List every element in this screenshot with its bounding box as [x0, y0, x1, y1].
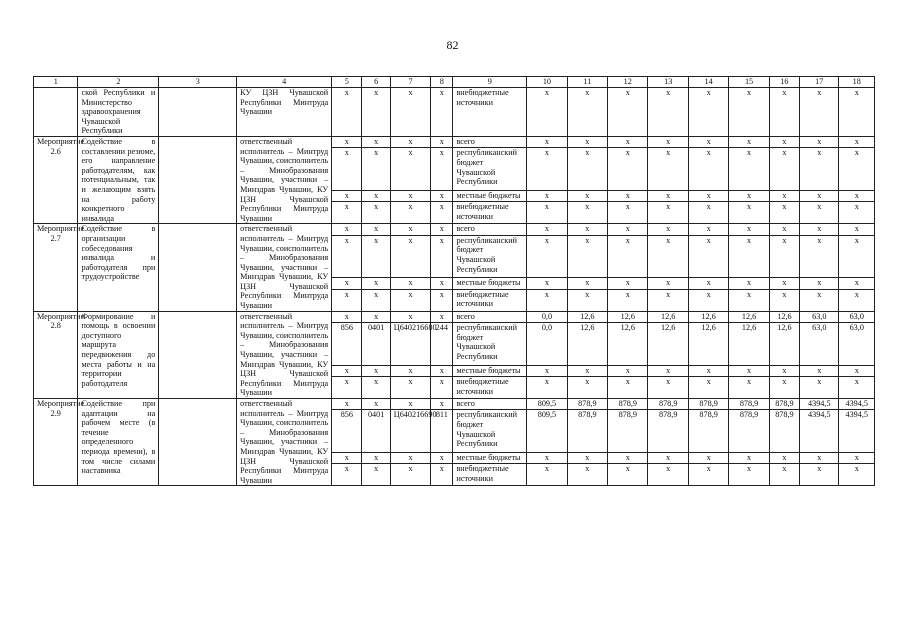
- funding-value: x: [527, 148, 567, 191]
- section-code: x: [362, 148, 390, 191]
- funding-value: 878,9: [729, 410, 769, 453]
- funding-value: x: [729, 148, 769, 191]
- funding-value: x: [729, 88, 769, 137]
- grbs-code: x: [332, 377, 362, 399]
- executor-cell: ответственный исполнитель – Минтруд Чувашии, соисполнитель – Минобразования Чувашии, участники – Минздрав Чувашии, КУ ЦЗН Чувашской Республики Минтруда Чувашии: [237, 399, 332, 486]
- funding-value: x: [527, 136, 567, 147]
- funding-value: 63,0: [839, 323, 875, 366]
- target-article-code: Ц640216690: [390, 410, 430, 453]
- funding-value: x: [648, 464, 688, 486]
- target-article-code: x: [390, 289, 430, 311]
- funding-value: x: [567, 235, 607, 278]
- funding-value: x: [688, 202, 728, 224]
- section-code: x: [362, 202, 390, 224]
- funding-value: x: [839, 377, 875, 399]
- column-number: 18: [839, 77, 875, 88]
- funding-value: x: [608, 191, 648, 202]
- funding-value: x: [800, 191, 839, 202]
- funding-value: x: [800, 377, 839, 399]
- grbs-code: 856: [332, 323, 362, 366]
- funding-value: x: [800, 464, 839, 486]
- executor-cell: КУ ЦЗН Чувашской Республики Минтруда Чувашии: [237, 88, 332, 137]
- measure-code: Мероприятие 2.6: [34, 136, 78, 223]
- funding-value: x: [769, 235, 799, 278]
- funding-value: x: [608, 202, 648, 224]
- funding-value: x: [527, 289, 567, 311]
- funding-value: x: [800, 235, 839, 278]
- measure-code: Мероприятие 2.7: [34, 224, 78, 311]
- section-code: 0401: [362, 323, 390, 366]
- funding-value: x: [527, 365, 567, 376]
- funding-value: x: [688, 136, 728, 147]
- funding-value: 878,9: [769, 399, 799, 410]
- target-article-code: x: [390, 365, 430, 376]
- funding-value: x: [608, 464, 648, 486]
- section-code: x: [362, 88, 390, 137]
- funding-value: x: [648, 136, 688, 147]
- expense-type-code: x: [431, 88, 453, 137]
- funding-value: 12,6: [769, 311, 799, 322]
- funding-value: x: [608, 453, 648, 464]
- funding-value: x: [800, 365, 839, 376]
- funding-value: x: [729, 278, 769, 289]
- funding-value: 12,6: [769, 323, 799, 366]
- grbs-code: x: [332, 289, 362, 311]
- funding-value: x: [648, 191, 688, 202]
- expense-type-code: 244: [431, 323, 453, 366]
- measure-code: Мероприятие 2.8: [34, 311, 78, 398]
- funding-value: x: [527, 377, 567, 399]
- funding-value: x: [800, 278, 839, 289]
- section-code: x: [362, 191, 390, 202]
- target-article-code: x: [390, 311, 430, 322]
- funding-value: x: [527, 278, 567, 289]
- section-code: x: [362, 399, 390, 410]
- funding-value: 878,9: [648, 399, 688, 410]
- target-article-code: Ц640216680: [390, 323, 430, 366]
- funding-value: 878,9: [567, 410, 607, 453]
- funding-value: x: [769, 224, 799, 235]
- funding-value: x: [769, 464, 799, 486]
- funding-source: всего: [453, 311, 527, 322]
- funding-value: x: [527, 453, 567, 464]
- executor-cell: ответственный исполнитель – Минтруд Чувашии, соисполнитель – Минобразования Чувашии, участники – Минздрав Чувашии, КУ ЦЗН Чувашской Республики Минтруда Чувашии: [237, 136, 332, 223]
- measure-description: ской Республики и Министерство здравоохранения Чувашской Республики: [78, 88, 159, 137]
- funding-value: x: [608, 88, 648, 137]
- funding-value: x: [729, 365, 769, 376]
- funding-value: 0,0: [527, 323, 567, 366]
- funding-value: x: [769, 453, 799, 464]
- funding-value: x: [839, 224, 875, 235]
- grbs-code: x: [332, 202, 362, 224]
- funding-source: республиканский бюджет Чувашской Республики: [453, 323, 527, 366]
- funding-value: x: [688, 224, 728, 235]
- target-article-code: x: [390, 235, 430, 278]
- funding-value: 12,6: [688, 323, 728, 366]
- funding-value: x: [567, 365, 607, 376]
- column-number: 4: [237, 77, 332, 88]
- column-number: 12: [608, 77, 648, 88]
- measure-code: Мероприятие 2.9: [34, 399, 78, 486]
- funding-value: 63,0: [800, 311, 839, 322]
- funding-value: x: [839, 202, 875, 224]
- section-code: x: [362, 289, 390, 311]
- funding-value: x: [567, 148, 607, 191]
- funding-source: внебюджетные источники: [453, 377, 527, 399]
- target-article-code: x: [390, 464, 430, 486]
- funding-value: x: [729, 224, 769, 235]
- funding-source: внебюджетные источники: [453, 464, 527, 486]
- measure-description: Формирование и помощь в освоении доступного маршрута передвижения до места работы и на территории работодателя: [78, 311, 159, 398]
- measure-description: Содействие при адаптации на рабочем месте (в течение определенного периода времени), в том числе силами наставника: [78, 399, 159, 486]
- funding-value: x: [608, 289, 648, 311]
- target-article-code: x: [390, 136, 430, 147]
- column-number: 14: [688, 77, 728, 88]
- table-row: [34, 224, 875, 235]
- target-article-code: x: [390, 88, 430, 137]
- funding-value: 878,9: [729, 399, 769, 410]
- grbs-code: x: [332, 464, 362, 486]
- funding-value: x: [527, 224, 567, 235]
- funding-value: 878,9: [608, 399, 648, 410]
- funding-value: x: [839, 235, 875, 278]
- table-row: [34, 88, 875, 137]
- goal-cell: [159, 88, 237, 137]
- funding-value: 809,5: [527, 410, 567, 453]
- funding-value: 12,6: [567, 311, 607, 322]
- funding-value: x: [729, 377, 769, 399]
- funding-value: x: [839, 136, 875, 147]
- funding-value: x: [688, 88, 728, 137]
- funding-source: республиканский бюджет Чувашской Республики: [453, 410, 527, 453]
- funding-value: x: [527, 88, 567, 137]
- funding-value: 878,9: [769, 410, 799, 453]
- funding-value: x: [729, 289, 769, 311]
- column-number: 15: [729, 77, 769, 88]
- column-number: 5: [332, 77, 362, 88]
- funding-value: x: [648, 148, 688, 191]
- target-article-code: x: [390, 278, 430, 289]
- funding-value: x: [648, 377, 688, 399]
- table-row: [34, 136, 875, 147]
- funding-value: x: [839, 464, 875, 486]
- funding-value: x: [608, 365, 648, 376]
- funding-value: x: [567, 453, 607, 464]
- funding-source: внебюджетные источники: [453, 289, 527, 311]
- funding-value: x: [769, 148, 799, 191]
- grbs-code: x: [332, 191, 362, 202]
- section-code: x: [362, 311, 390, 322]
- section-code: x: [362, 278, 390, 289]
- funding-value: x: [688, 453, 728, 464]
- goal-cell: [159, 136, 237, 223]
- expense-type-code: x: [431, 224, 453, 235]
- funding-value: x: [800, 202, 839, 224]
- column-number-row: [34, 77, 875, 88]
- funding-value: x: [800, 88, 839, 137]
- target-article-code: x: [390, 399, 430, 410]
- funding-value: x: [688, 235, 728, 278]
- measure-code: [34, 88, 78, 137]
- section-code: x: [362, 464, 390, 486]
- expense-type-code: x: [431, 289, 453, 311]
- expense-type-code: x: [431, 399, 453, 410]
- expense-type-code: x: [431, 191, 453, 202]
- funding-value: 12,6: [648, 323, 688, 366]
- funding-value: x: [567, 464, 607, 486]
- funding-value: 0,0: [527, 311, 567, 322]
- funding-value: 4394,5: [839, 410, 875, 453]
- measure-description: Содействие в составлении резюме, его направление работодателям, как потенциальным, так и желающим взять на работу конкретного инвалида: [78, 136, 159, 223]
- funding-value: x: [688, 377, 728, 399]
- funding-value: x: [839, 88, 875, 137]
- funding-value: x: [567, 136, 607, 147]
- funding-source: местные бюджеты: [453, 365, 527, 376]
- funding-value: x: [769, 278, 799, 289]
- expense-type-code: 811: [431, 410, 453, 453]
- funding-value: 4394,5: [839, 399, 875, 410]
- funding-value: x: [527, 464, 567, 486]
- grbs-code: 856: [332, 410, 362, 453]
- funding-value: x: [648, 278, 688, 289]
- goal-cell: [159, 311, 237, 398]
- grbs-code: x: [332, 136, 362, 147]
- funding-value: x: [729, 464, 769, 486]
- section-code: x: [362, 235, 390, 278]
- funding-value: x: [688, 365, 728, 376]
- target-article-code: x: [390, 191, 430, 202]
- funding-value: 12,6: [729, 323, 769, 366]
- funding-value: 878,9: [608, 410, 648, 453]
- funding-value: 12,6: [608, 311, 648, 322]
- funding-value: x: [608, 136, 648, 147]
- funding-value: x: [688, 278, 728, 289]
- funding-value: x: [688, 191, 728, 202]
- page-number: 82: [446, 38, 459, 52]
- expense-type-code: x: [431, 202, 453, 224]
- funding-value: x: [608, 235, 648, 278]
- funding-source: внебюджетные источники: [453, 202, 527, 224]
- funding-value: x: [769, 202, 799, 224]
- target-article-code: x: [390, 148, 430, 191]
- funding-value: x: [800, 136, 839, 147]
- funding-value: 878,9: [567, 399, 607, 410]
- column-number: 8: [431, 77, 453, 88]
- funding-value: x: [608, 278, 648, 289]
- funding-value: x: [729, 191, 769, 202]
- funding-source: республиканский бюджет Чувашской Республики: [453, 148, 527, 191]
- funding-value: x: [648, 289, 688, 311]
- measure-description: Содействие в организации собеседования инвалида и работодателя при трудоустройстве: [78, 224, 159, 311]
- funding-value: x: [769, 377, 799, 399]
- funding-value: x: [729, 202, 769, 224]
- expense-type-code: x: [431, 148, 453, 191]
- grbs-code: x: [332, 235, 362, 278]
- funding-value: x: [729, 136, 769, 147]
- column-number: 3: [159, 77, 237, 88]
- funding-value: x: [839, 365, 875, 376]
- funding-value: x: [800, 224, 839, 235]
- section-code: x: [362, 453, 390, 464]
- funding-value: x: [648, 224, 688, 235]
- funding-value: x: [688, 289, 728, 311]
- expense-type-code: x: [431, 136, 453, 147]
- funding-value: x: [839, 453, 875, 464]
- funding-value: x: [567, 88, 607, 137]
- funding-value: 878,9: [648, 410, 688, 453]
- funding-value: x: [527, 191, 567, 202]
- expense-type-code: x: [431, 453, 453, 464]
- section-code: x: [362, 224, 390, 235]
- column-number: 2: [78, 77, 159, 88]
- funding-value: x: [729, 453, 769, 464]
- grbs-code: x: [332, 365, 362, 376]
- funding-value: x: [648, 235, 688, 278]
- funding-value: 12,6: [608, 323, 648, 366]
- funding-value: x: [608, 224, 648, 235]
- grbs-code: x: [332, 278, 362, 289]
- funding-value: x: [769, 191, 799, 202]
- grbs-code: x: [332, 453, 362, 464]
- column-number: 7: [390, 77, 430, 88]
- funding-value: 12,6: [688, 311, 728, 322]
- funding-value: x: [567, 289, 607, 311]
- funding-value: x: [839, 278, 875, 289]
- funding-source: всего: [453, 399, 527, 410]
- grbs-code: x: [332, 148, 362, 191]
- funding-value: 809,5: [527, 399, 567, 410]
- funding-value: x: [839, 148, 875, 191]
- funding-source: местные бюджеты: [453, 453, 527, 464]
- funding-value: x: [648, 202, 688, 224]
- funding-value: 12,6: [729, 311, 769, 322]
- funding-source: внебюджетные источники: [453, 88, 527, 137]
- column-number: 17: [800, 77, 839, 88]
- funding-value: 12,6: [567, 323, 607, 366]
- funding-value: x: [527, 235, 567, 278]
- table-row: [34, 311, 875, 322]
- funding-value: x: [729, 235, 769, 278]
- funding-value: x: [567, 224, 607, 235]
- funding-value: x: [567, 191, 607, 202]
- funding-value: x: [648, 365, 688, 376]
- goal-cell: [159, 399, 237, 486]
- section-code: 0401: [362, 410, 390, 453]
- column-number: 16: [769, 77, 799, 88]
- expense-type-code: x: [431, 235, 453, 278]
- funding-source: республиканский бюджет Чувашской Республики: [453, 235, 527, 278]
- funding-value: 878,9: [688, 410, 728, 453]
- grbs-code: x: [332, 88, 362, 137]
- column-number: 11: [567, 77, 607, 88]
- funding-value: 4394,5: [800, 399, 839, 410]
- funding-value: 878,9: [688, 399, 728, 410]
- funding-value: x: [769, 289, 799, 311]
- executor-cell: ответственный исполнитель – Минтруд Чувашии, соисполнитель – Минобразования Чувашии, участники – Минздрав Чувашии, КУ ЦЗН Чувашской Республики Минтруда Чувашии: [237, 311, 332, 398]
- funding-value: x: [839, 289, 875, 311]
- target-article-code: x: [390, 224, 430, 235]
- funding-value: x: [800, 453, 839, 464]
- funding-value: x: [648, 453, 688, 464]
- funding-value: x: [769, 365, 799, 376]
- funding-value: x: [769, 88, 799, 137]
- goal-cell: [159, 224, 237, 311]
- section-code: x: [362, 365, 390, 376]
- column-number: 13: [648, 77, 688, 88]
- expense-type-code: x: [431, 365, 453, 376]
- grbs-code: x: [332, 311, 362, 322]
- grbs-code: x: [332, 224, 362, 235]
- column-number: 1: [34, 77, 78, 88]
- section-code: x: [362, 377, 390, 399]
- funding-value: x: [527, 202, 567, 224]
- expense-type-code: x: [431, 311, 453, 322]
- target-article-code: x: [390, 453, 430, 464]
- funding-value: x: [648, 88, 688, 137]
- funding-source: всего: [453, 224, 527, 235]
- target-article-code: x: [390, 202, 430, 224]
- executor-cell: ответственный исполнитель – Минтруд Чувашии, соисполнитель – Минобразования Чувашии, участники – Минздрав Чувашии, КУ ЦЗН Чувашской Республики Минтруда Чувашии: [237, 224, 332, 311]
- table-row: [34, 399, 875, 410]
- funding-value: x: [608, 377, 648, 399]
- column-number: 9: [453, 77, 527, 88]
- funding-value: x: [769, 136, 799, 147]
- funding-value: x: [608, 148, 648, 191]
- funding-value: 4394,5: [800, 410, 839, 453]
- funding-source: всего: [453, 136, 527, 147]
- funding-value: x: [688, 148, 728, 191]
- funding-value: x: [839, 191, 875, 202]
- funding-value: x: [688, 464, 728, 486]
- section-code: x: [362, 136, 390, 147]
- funding-value: x: [567, 278, 607, 289]
- target-article-code: x: [390, 377, 430, 399]
- grbs-code: x: [332, 399, 362, 410]
- funding-value: 63,0: [839, 311, 875, 322]
- expense-type-code: x: [431, 464, 453, 486]
- funding-value: 63,0: [800, 323, 839, 366]
- expense-type-code: x: [431, 377, 453, 399]
- funding-value: x: [567, 202, 607, 224]
- funding-value: x: [800, 289, 839, 311]
- funding-value: x: [800, 148, 839, 191]
- funding-source: местные бюджеты: [453, 191, 527, 202]
- expense-type-code: x: [431, 278, 453, 289]
- program-table: [33, 76, 875, 486]
- funding-value: x: [567, 377, 607, 399]
- funding-value: 12,6: [648, 311, 688, 322]
- column-number: 10: [527, 77, 567, 88]
- column-number: 6: [362, 77, 390, 88]
- funding-source: местные бюджеты: [453, 278, 527, 289]
